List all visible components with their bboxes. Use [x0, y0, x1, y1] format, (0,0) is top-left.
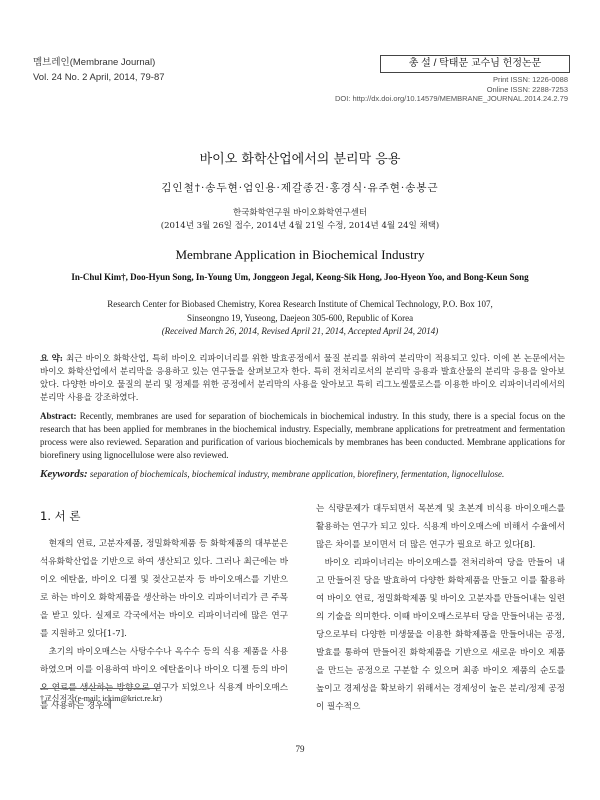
paragraph: 는 식량문제가 대두되면서 목본계 및 초본계 비식용 바이오매스를 활용하는 연구가 되고 있다. 식용계 바이오매스에 비해서 수율에서 많은 차이를 보이면서 더 많은 연구가 필요로 하고 있다[8].	[316, 504, 565, 550]
dates-korean: (2014년 3월 26일 접수, 2014년 4월 21일 수정, 2014년 4월 24일 채택)	[160, 221, 440, 231]
print-issn: Print ISSN: 1226-0088	[492, 75, 568, 84]
title-english: Membrane Application in Biochemical Industry	[175, 247, 425, 262]
journal-name: 멤브레인(Membrane Journal)	[33, 57, 156, 68]
page-number: 79	[295, 744, 305, 754]
abstract-english-label: Abstract:	[40, 411, 77, 421]
section-heading: 1. 서 론	[40, 509, 81, 523]
affiliation-korean-block	[0, 207, 600, 233]
keywords-text: separation of biochemicals, biochemical industry, membrane application, biorefinery, fermentation, lignocellulose.	[89, 469, 505, 479]
keywords	[40, 468, 565, 481]
dates-english: (Received March 26, 2014, Revised April 21, 2014, Accepted April 24, 2014)	[161, 326, 439, 336]
affiliation-english-block	[40, 298, 560, 339]
paragraph: 초기의 바이오매스는 사탕수수나 옥수수 등의 식용 제품을 사용하였으며 이를 이용하여 바이오 에탄올이나 바이오 디젤 등의 바이오 연료를 생산하는 방향으로 연구가 되었으나 식용계 바이오매스를 사용하는 경우에	[40, 647, 288, 711]
series-label: 총 설 / 탁태문 교수님 헌정논문	[380, 55, 570, 73]
affiliation-korean: 한국화학연구원 바이오화학연구센터	[232, 208, 368, 218]
doi-link[interactable]: DOI: http://dx.doi.org/10.14579/MEMBRANE_JOURNAL.2014.24.2.79	[334, 94, 568, 103]
abstract-english-text: Recently, membranes are used for separation of biochemicals in biochemical industry. In this study, there is a special focus on the research that has been applied for membranes in the biochemical industry. Especially, membrane applications for pretreatment and fermentation process were also reviewed. Separation and purification of various biochemicals by membranes has been conducted. Membrane applications for biorefinery using lignocellulose were also reviewed.	[40, 411, 566, 460]
title-korean: 바이오 화학산업에서의 분리막 응용	[199, 152, 401, 167]
identifiers	[335, 75, 568, 104]
online-issn: Online ISSN: 2288-7253	[486, 84, 568, 94]
abstract-korean-label: 요 약:	[40, 354, 63, 364]
paragraph: 현재의 연료, 고분자제품, 정밀화학제품 등 화학제품의 대부분은 석유화학산업을 기반으로 하여 생산되고 있다. 그러나 최근에는 바이오 에탄올, 바이오 디젤 및 젖산고분자 등 바이오매스를 기반으로 하는 바이오 화학제품을 생산하는 바이오 리파이너리가 큰 주목을 받고 있다. 실제로 각국에서는 바이오 리파이너리에 많은 연구를 지원하고 있다[1-7].	[40, 539, 288, 639]
authors-english: In-Chul Kim†, Doo-Hyun Song, In-Young Um, Jonggeon Jegal, Keong-Sik Hong, Joo-Hyeon Yoo, and Bong-Keun Song	[71, 272, 529, 282]
abstract-korean	[40, 353, 565, 405]
keywords-label: Keywords:	[40, 468, 88, 480]
authors-korean: 김인철†·송두현·엄인용·제갈종건·홍경식·유주현·송봉근	[161, 182, 439, 194]
journal-header	[33, 55, 165, 85]
footnote-divider	[40, 688, 160, 689]
abstract-english	[40, 410, 565, 462]
affiliation-english-line2: Sinseongno 19, Yuseong, Daejeon 305-600, Republic of Korea	[186, 312, 414, 323]
volume-line: Vol. 24 No. 2 April, 2014, 79-87	[33, 72, 165, 83]
footnote: †교신저자(e-mail: ickim@krict.re.kr)	[40, 694, 163, 703]
affiliation-english-line1: Research Center for Biobased Chemistry, Korea Research Institute of Chemical Technology, P.O. Box 107,	[107, 299, 493, 309]
abstract-korean-text: 최근 바이오 화학산업, 특히 바이오 리파이너리를 위한 발효공정에서 물질 분리를 위하여 분리막이 적용되고 있다. 이에 본 논문에서는 바이오 화학산업에서 분리막을 응용하고 있는 연구들을 살펴보고자 한다. 특히 전처리로서의 분리막 응용과 발효산물의 분리막 응용을 알아보았다. 다양한 바이오 물질의 분리 및 정제를 위한 공정에서 분리막의 사용을 알아보고 특히 리그노셀룰로스를 이용한 바이오 리파이너리에서의 분리막 사용을 강조하였다.	[40, 354, 565, 403]
paragraph: 바이오 리파이너리는 바이오매스를 전처리하여 당을 만들어 내고 만들어진 당을 발효하여 다양한 화학제품을 만들고 이를 활용하여 바이오 연료, 정밀화학제품 및 바이오 고분자를 만들어내는 일련의 기술을 의미한다. 이때 바이오매스로부터 당을 만들어내는 공정, 당으로부터 다양한 미생물을 이용한 화학제품을 만들어내는 공정, 발효를 통하여 만들어진 화학제품을 기반으로 새로운 바이오 제품을 만드는 공정으로 구분할 수 있으며 최종 바이오 제품의 순도를 높이고 경제성을 확보하기 위해서는 경제성이 높은 분리/정제 공정이 필수적으	[316, 558, 565, 712]
body-column-right	[316, 500, 565, 716]
